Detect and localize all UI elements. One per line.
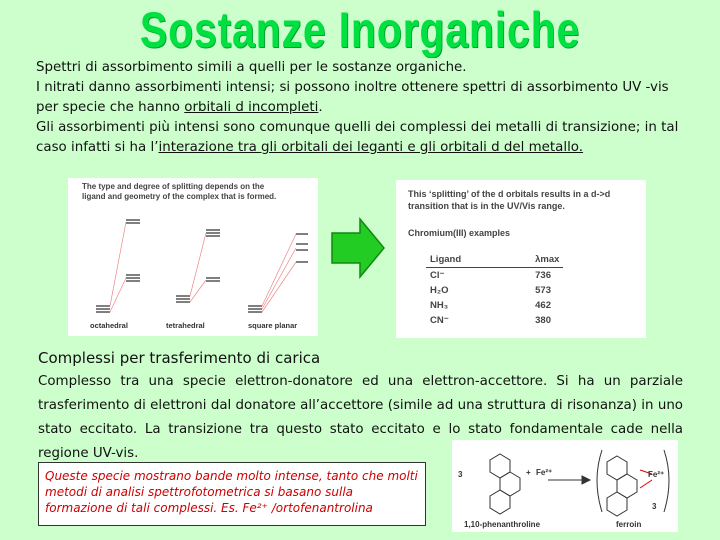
section-body: Complesso tra una specie elettron-donatore ed una elettron-accettore. Si ha un parziale trasferimento di elettroni dal donatore all’accettore (simile ad una struttura di risonanza) in uno stato eccitato. La transizione tra questo stato eccitato e lo stato fondamentale cade nella regione UV-vis. [38,374,683,461]
lambda-max-table [426,252,563,328]
intro-line-2-text: I nitrati danno assorbimenti intensi; si possono inoltre ottenere spettri di assorbimento UV -vis per specie che hanno [36,80,669,115]
table-header [426,252,563,268]
intro-line-3-text: Gli assorbimenti più intensi sono comunque quelli dei complessi dei metalli di transizione; in tal caso infatti si ha l’ [36,120,679,155]
lambda-max-header: λmax [465,252,563,268]
coefficient-left: 3 [458,470,463,479]
ligand-cell: NH₃ [430,300,449,311]
table-row [426,268,563,284]
splitting-caption: The type and degree of splitting depends on the ligand and geometry of the complex that is formed. [82,182,277,201]
ferroin-structure-graphic [452,440,678,532]
note-text: Queste specie mostrano bande molto intense, tanto che molti metodi di analisi spettrofotometrica si basano sulla formazione di tali complessi. Es. Fe²⁺ /ortofenantrolina [45,469,418,515]
tetrahedral-label: tetrahedral [166,321,205,330]
lambda-cell: 573 [535,285,551,296]
square-planar-label: square planar [248,321,298,330]
plus-sign: + [526,468,531,477]
intro-line-2-end: . [318,100,323,115]
d-splitting-caption: This ‘splitting’ of the d orbitals results in a d->d transition that is in the UV/Vis range. [408,189,611,211]
ferroin-reaction-figure [452,440,678,532]
intro-line-1: Spettri di assorbimento simili a quelli per le sostanze organiche. [36,60,467,75]
splitting-diagram [68,178,318,336]
table-row [426,298,563,313]
incomplete-orbitals-term: orbitali d incompleti [184,100,319,115]
lambda-cell: 736 [535,270,551,281]
table-row [426,313,563,328]
iron-ion-complex: Fe²⁺ [648,470,665,479]
ligand-cell: Cl⁻ [430,270,445,281]
octahedral-label: octahedral [90,321,128,330]
splitting-levels-graphic [68,178,318,336]
iron-ion: Fe²⁺ [536,468,553,477]
intro-text [36,58,686,158]
ligand-header: Ligand [426,252,465,268]
lambda-cell: 380 [535,315,551,326]
chromium-subtitle: Chromium(III) examples [408,228,511,238]
lambda-cell: 462 [535,300,551,311]
intro-line-2 [36,78,686,118]
right-arrow-icon [330,217,386,279]
intro-line-3 [36,118,686,158]
phenanthroline-label: 1,10-phenanthroline [464,520,541,529]
coefficient-right: 3 [652,502,657,511]
page-title: Sostanze Inorganiche [139,2,581,58]
chromium-examples-figure [396,180,646,338]
ligand-cell: H₂O [430,285,449,296]
note-box [38,462,426,526]
ligand-cell: CN⁻ [430,315,449,326]
ferroin-label: ferroin [616,520,642,529]
orbital-interaction-term: interazione tra gli orbitali dei leganti e gli orbitali d del metallo. [158,140,584,155]
table-row [426,283,563,298]
section-heading: Complessi per trasferimento di carica [38,349,321,367]
